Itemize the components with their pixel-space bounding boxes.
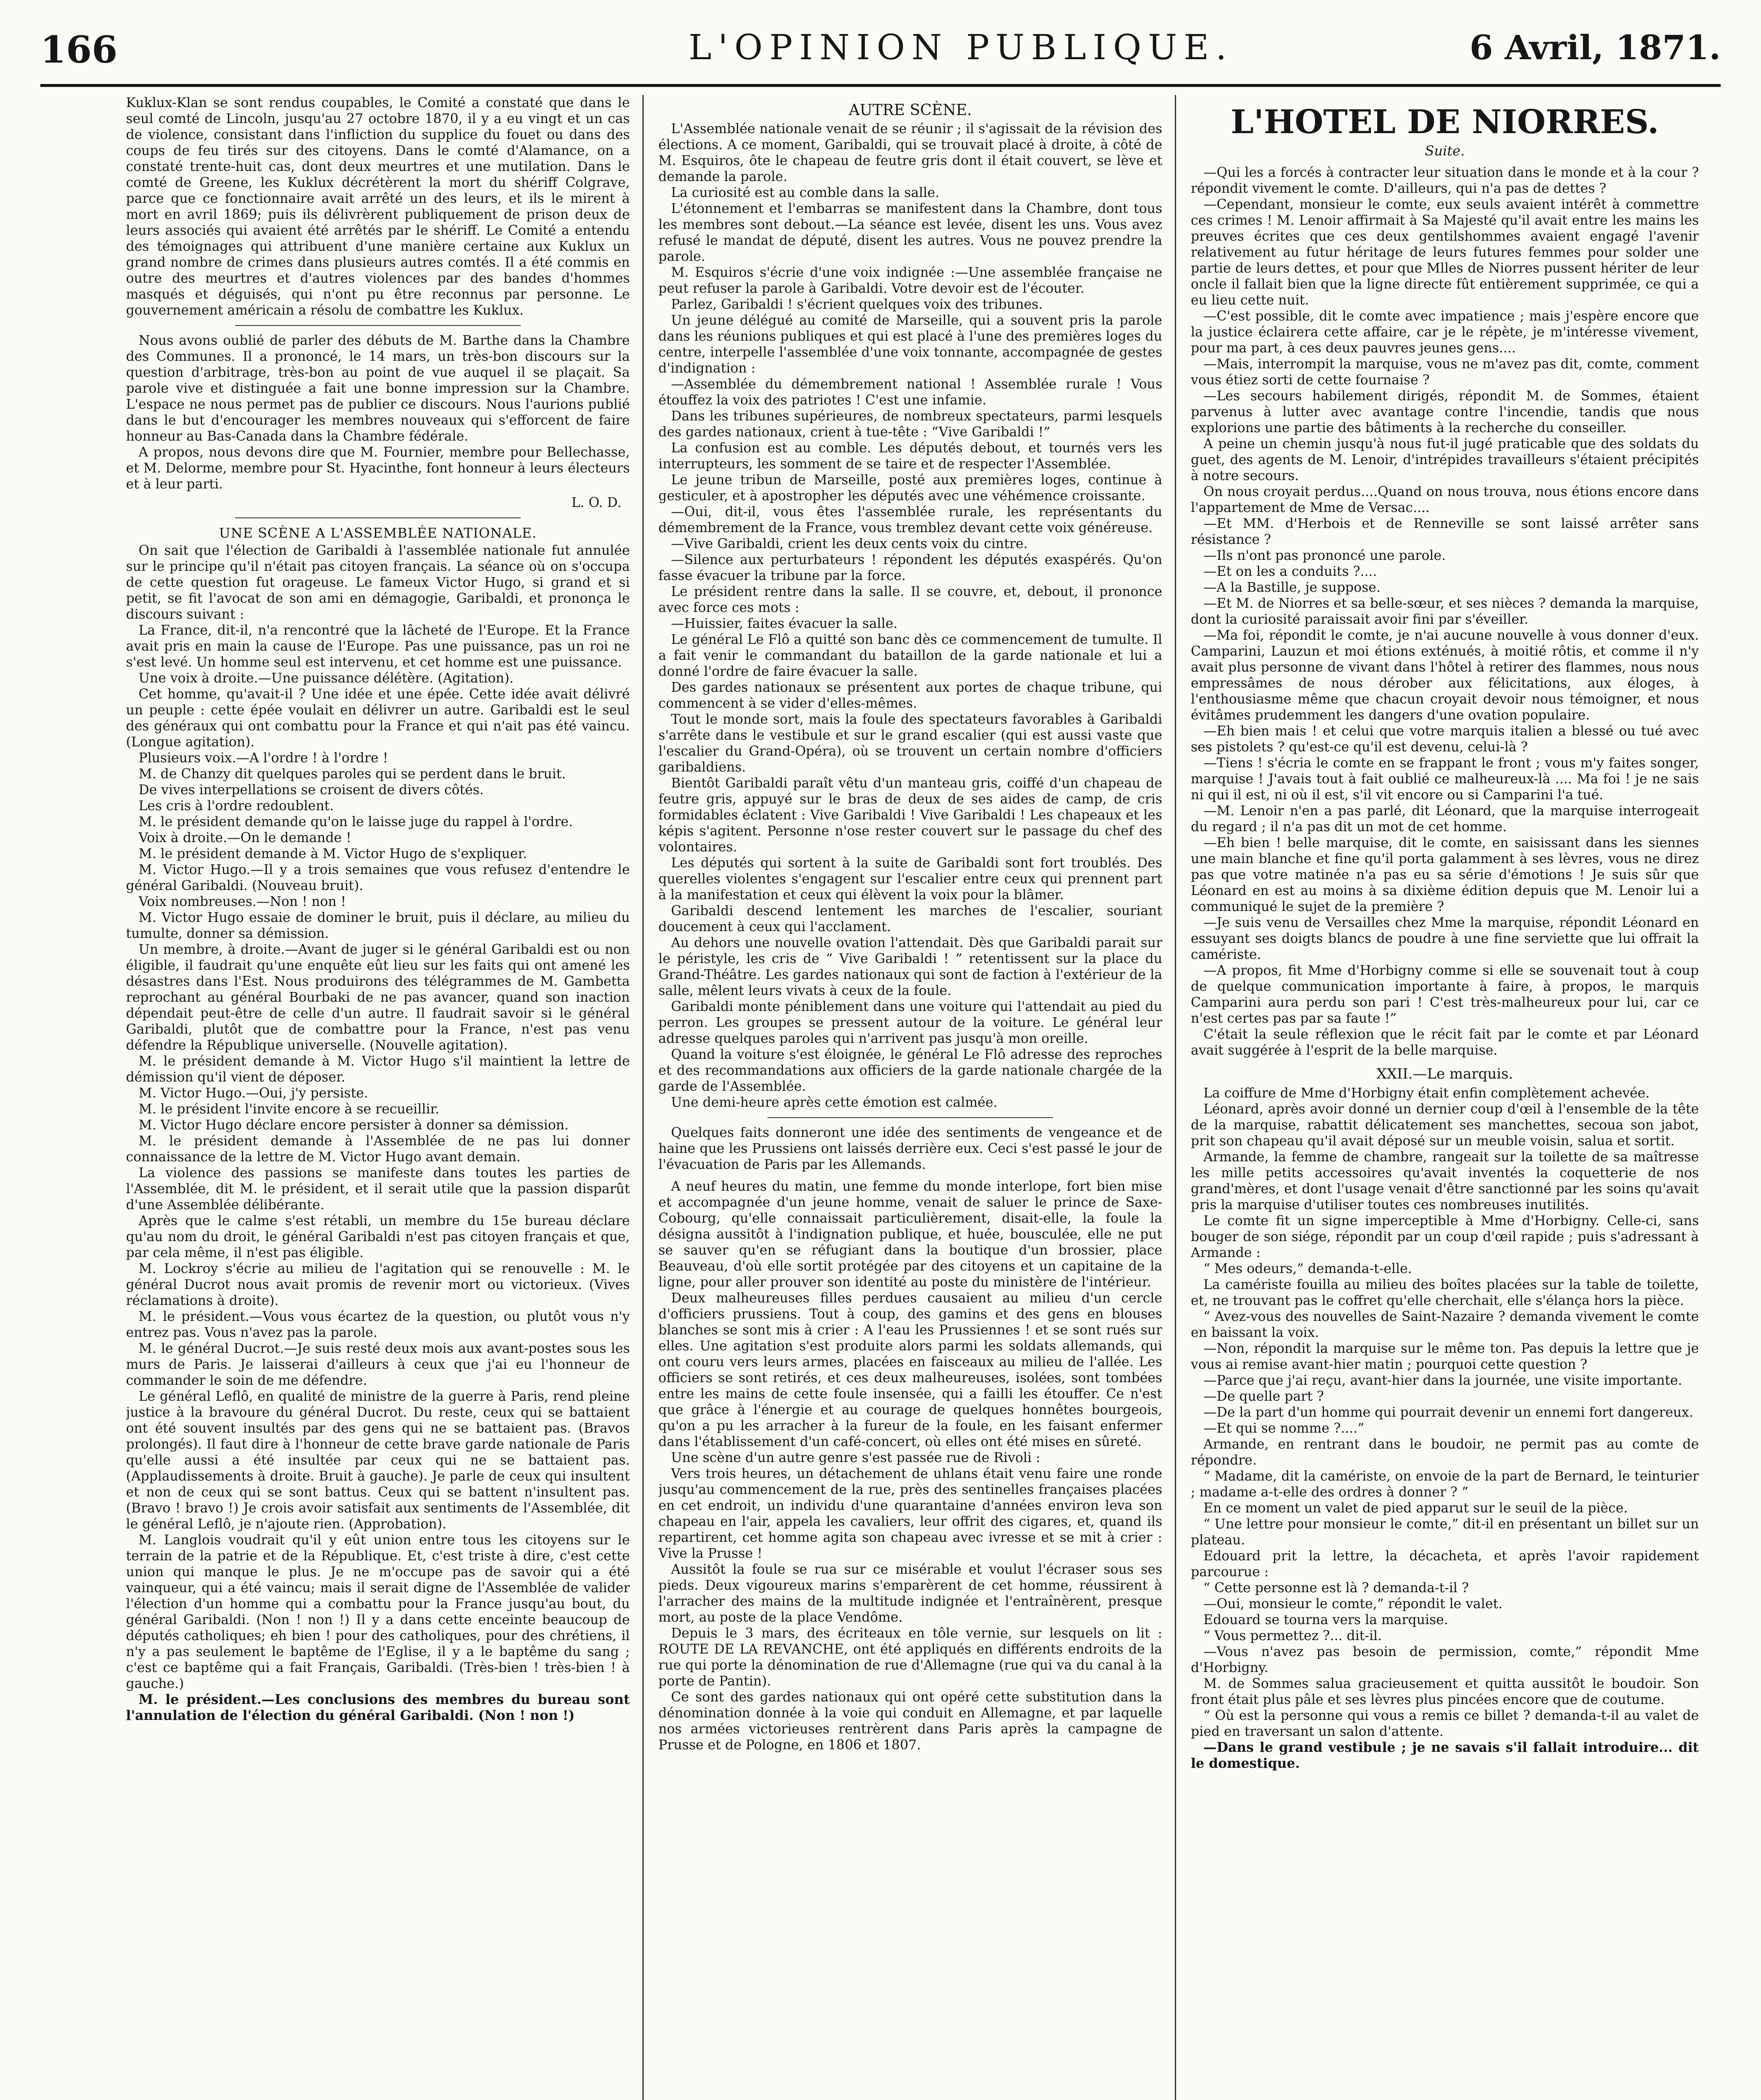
paragraph: —Parce que j'ai reçu, avant-hier dans la journée, une visite importante. [1203,1373,1682,1388]
paragraph: Vers trois heures, un détachement de uhlans était venu faire une ronde jusqu'au commencement de la rue, près des sentinelles françaises placées en cet endroit, un individu d'une quarantaine d'années environ leva son chapeau en l'air, appela les cavaliers, leur offrit des cigares, et, quand ils repartirent, cet homme agita son chapeau avec ivresse et se mit à crier : Vive la Prusse ! [658,1466,1162,1561]
separator [768,1117,1053,1118]
paragraph: Dans les tribunes supérieures, de nombreux spectateurs, parmi lesquels des gardes nationaux, crient à tue-tête : “Vive Garibaldi !” [658,409,1162,440]
chapter-heading: XXII.—Le marquis. [1376,1066,1513,1082]
paragraph: —Tiens ! s'écria le comte en se frappant le front ; vous m'y faites songer, marquise ! J'avais tout à fait oublié ce malheureux-là .... Ma foi ! je ne sais ni qui il est, ni où il est, s'il vit encore ou si Camparini l'a tué. [1191,756,1699,803]
paragraph: —M. Lenoir n'en a pas parlé, dit Léonard, que la marquise interrogeait du regard ; il n'a pas dit un mot de cet homme. [1191,803,1699,835]
paragraph: La France, dit-il, n'a rencontré que la lâcheté de l'Europe. Et la France avait pris en main la cause de l'Europe. Pas une puissance, pas un roi ne s'est levé. Un homme seul est intervenu, et cet homme est une puissance. [126,623,630,670]
paragraph: Armande, en rentrant dans le boudoir, ne permit pas au comte de répondre. [1191,1437,1699,1468]
paragraph: Aussitôt la foule se rua sur ce misérable et voulut l'écraser sous ses pieds. Deux vigoureux marins s'emparèrent de cet homme, réussirent à l'arracher des mains de la multitude indignée et l'entraînèrent, presque mort, au poste de la place Vendôme. [658,1562,1162,1625]
paragraph: On sait que l'élection de Garibaldi à l'assemblée nationale fut annulée sur le principe qu'il n'était pas citoyen français. La séance où on s'occupa de cette question fut orageuse. Le fameux Victor Hugo, si grand et si petit, se fit l'avocat de son ami en démagogie, Garibaldi, et prononça le discours suivant : [126,543,630,622]
paragraph: Depuis le 3 mars, des écriteaux en tôle vernie, sur lesquels on lit : ROUTE DE LA REVANCHE, ont été appliqués en différents endroits de la rue qui porte la dénomination de rue d'Allemagne (rue qui va du canal à la porte de Pantin). [658,1626,1162,1689]
paragraph: Le président rentre dans la salle. Il se couvre, et, debout, il prononce avec force ces mots : [658,584,1162,615]
paragraph: Armande, la femme de chambre, rangeait sur la toilette de sa maîtresse les mille petits accessoires qu'avait inventés la coquetterie de nos grand'mères, et dont l'usage venait d'être sanctionné par les soins qu'avait pris la marquise d'utiliser toutes ces nombreuses inutilités. [1191,1150,1699,1213]
paragraph: M. le général Ducrot.—Je suis resté deux mois aux avant-postes sous les murs de Paris. Je laisserai d'ailleurs à ceux que j'ai eu l'honneur de commander le soin de me défendre. [126,1341,630,1388]
column-3 [1191,95,1699,2100]
issue-date: 6 Avril, 1871. [1470,28,1721,67]
column-divider [1175,95,1176,2100]
paragraph: M. Victor Hugo.—Il y a trois semaines que vous refusez d'entendre le général Garibaldi. (Nouveau bruit). [126,862,630,893]
paragraph: —De la part d'un homme qui pourrait devenir un ennemi fort dangereux. [1203,1405,1693,1420]
paragraph: Voix à droite.—On le demande ! [139,830,351,845]
paragraph: La violence des passions se manifeste dans toutes les parties de l'Assemblée, dit M. le président, et il serait utile que la passion disparût d'une Assemblée délibérante. [126,1166,630,1213]
paragraph: Cet homme, qu'avait-il ? Une idée et une épée. Cette idée avait délivré un peuple : cette épée voulait en délivrer un autre. Garibaldi est le seul des généraux qui ont combattu pour la France et qui n'ait pas été vaincu. (Longue agitation). [126,687,630,750]
paragraph: Léonard, après avoir donné un dernier coup d'œil à l'ensemble de la tête de la marquise, rabattit délicatement ses manchettes, secoua son jabot, prit son chapeau qu'il avait déposé sur un meuble voisin, salua et sortit. [1191,1102,1699,1149]
paragraph: —Vous n'avez pas besoin de permission, comte,” répondit Mme d'Horbigny. [1191,1644,1699,1675]
paragraph: “ Mes odeurs,” demanda-t-elle. [1203,1261,1412,1276]
paragraph: —Ma foi, répondit le comte, je n'ai aucune nouvelle à vous donner d'eux. Camparini, Lauzun et moi étions exténués, à moitié rôtis, et comme il n'y avait plus personne de vivant dans l'hôtel à retirer des flammes, nous nous empressâmes de nous dérober aux félicitations, aux éloges, à l'enthousiasme même que chacun croyait devoir nous témoigner, et nous évitâmes prudemment les dangers d'une ovation populaire. [1191,628,1699,723]
feuilleton-subtitle: Suite. [1425,143,1465,159]
paragraph: —Silence aux perturbateurs ! répondent les députés exaspérés. Qu'on fasse évacuer la tribune par la force. [658,552,1162,583]
paragraph: Les cris à l'ordre redoublent. [139,798,334,814]
page-number: 166 [40,28,118,71]
paragraph: Bientôt Garibaldi paraît vêtu d'un manteau gris, coiffé d'un chapeau de feutre gris, appuyé sur le bras de deux de ses aides de camp, de cris formidables éclatent : Vive Garibaldi ! Vive Garibaldi ! Les chapeaux et les képis s'agitent. Personne n'ose rester couvert sur le passage du chef des volontaires. [658,776,1162,855]
paragraph: M. le président demande à l'Assemblée de ne pas lui donner connaissance de la lettre de M. Victor Hugo avant demain. [126,1134,630,1165]
paragraph: En ce moment un valet de pied apparut sur le seuil de la pièce. [1203,1501,1628,1516]
article-title: AUTRE SCÈNE. [849,102,972,119]
header-rule [40,84,1721,87]
paragraph: A neuf heures du matin, une femme du monde interlope, fort bien mise et accompagnée d'un jeune homme, venait de saluer le prince de Saxe-Cobourg, qu'elle connaissait particulièrement, disait-elle, la foule la désigna aussitôt à l'indignation publique, et huée, bousculée, elle ne put se sauver qu'en se réfugiant dans la boutique d'un brossier, place Beauveau, d'où elle sortit protégée par des citoyens et un capitaine de la ligne, pour aller prouver son identité au poste du ministère de l'intérieur. [658,1179,1162,1290]
paragraph: Kuklux-Klan se sont rendus coupables, le Comité a constaté que dans le seul comté de Lincoln, jusqu'au 27 octobre 1870, il y a eu vingt et un cas de violence, consistant dans l'infliction du supplice du fouet ou dans des coups de feu tirés sur des citoyens. Dans le comté d'Alamance, on a constaté trente-huit cas, dont deux meurtres et une mutilation. Dans le comté de Greene, les Kuklux décrétèrent la mort du shériff Colgrave, parce que ce fonctionnaire avait arrêté un des leurs, et ils le mirent à mort en avril 1869; puis ils délivrèrent publiquement de prison deux de leurs associés qui avaient été arrêtés par le shériff. Le Comité a entendu des témoignages qui attribuent d'une manière certaine aux Kuklux un grand nombre de crimes dans plusieurs autres comtés. Il a été commis en outre des meurtres et d'autres violences par des bandes d'hommes masqués et déguisés, qui n'ont pu être reconnus par personne. Le gouvernement américain a résolu de combattre les Kuklux. [126,95,630,318]
paragraph: —Et M. de Niorres et sa belle-sœur, et ses nièces ? demanda la marquise, dont la curiosité paraissait avoir fini par s'éveiller. [1191,596,1699,627]
paragraph: M. de Sommes salua gracieusement et quitta aussitôt le boudoir. Son front était plus pâle et ses lèvres plus pincées encore que de coutume. [1191,1676,1699,1707]
paragraph: Quand la voiture s'est éloignée, le général Le Flô adresse des reproches et des recommandations aux officiers de la garde nationale chargée de la garde de l'Assemblée. [658,1047,1162,1094]
paragraph: La camériste fouilla au milieu des boîtes placées sur la table de toilette, et, ne trouvant pas le coffret qu'elle cherchait, elle s'élança hors la pièce. [1191,1277,1699,1308]
paragraph: Une voix à droite.—Une puissance délétère. (Agitation). [139,671,514,686]
paragraph: Garibaldi monte péniblement dans une voiture qui l'attendait au pied du perron. Les groupes se pressent autour de la voiture. Le général leur adresse quelques paroles qui n'arrivent pas jusqu'à mon oreille. [658,999,1162,1046]
paragraph: Une scène d'un autre genre s'est passée rue de Rivoli : [671,1450,1040,1465]
paragraph: Les députés qui sortent à la suite de Garibaldi sont fort troublés. Des querelles violentes s'engagent sur l'escalier entre ceux qui prennent part à la manifestation et ceux qui élèvent la voix pour la blâmer. [658,856,1162,903]
separator [235,517,521,518]
separator [235,325,521,326]
paragraph: “ Où est la personne qui vous a remis ce billet ? demanda-t-il au valet de pied en traversant un salon d'attente. [1191,1708,1699,1739]
column-1 [126,95,630,2100]
paragraph: On nous croyait perdus....Quand on nous trouva, nous étions encore dans l'appartement de Mme de Versac.... [1191,484,1699,515]
paragraph: —Mais, interrompit la marquise, vous ne m'avez pas dit, comte, comment vous étiez sorti de cette fournaise ? [1191,357,1699,388]
paragraph: M. le président.—Les conclusions des membres du bureau sont l'annulation de l'élection du général Garibaldi. (Non ! non !) [126,1692,630,1723]
paragraph: Le général Le Flô a quitté son banc dès ce commencement de tumulte. Il a fait venir le commandant du bataillon de la garde nationale et lui a donné l'ordre de faire évacuer la salle. [658,632,1162,679]
paragraph: Un jeune délégué au comité de Marseille, qui a souvent pris la parole dans les réunions publiques et qui est placé à l'une des premières loges du centre, interpelle l'assemblée d'une voix tonnante, accompagnée de gestes d'indignation : [658,313,1162,376]
paragraph: —Les secours habilement dirigés, répondit M. de Sommes, étaient parvenus à lutter avec avantage contre l'incendie, tandis que nous explorions une partie des bâtiments à la recherche du conseiller. [1191,388,1699,436]
column-2 [658,95,1162,2100]
paragraph: Quelques faits donneront une idée des sentiments de vengeance et de haine que les Prussiens ont laissés derrière eux. Ceci s'est passé le jour de l'évacuation de Paris par les Allemands. [658,1125,1162,1172]
paragraph: Après que le calme s'est rétabli, un membre du 15e bureau déclare qu'au nom du droit, le général Garibaldi n'est pas citoyen français et que, par cela même, il n'est pas éligible. [126,1213,630,1260]
paragraph: Plusieurs voix.—A l'ordre ! à l'ordre ! [139,751,388,766]
paragraph: Nous avons oublié de parler des débuts de M. Barthe dans la Chambre des Communes. Il a prononcé, le 14 mars, un très-bon discours sur la question d'arbitrage, très-bon au point de vue auquel il se plaçait. Sa parole vive et distinguée a fait une bonne impression sur la Chambre. L'espace ne nous permet pas de publier ce discours. Nous l'aurions publié dans le but d'encourager les membres nouveaux qui s'efforcent de faire honneur au Bas-Canada dans la Chambre fédérale. [126,333,630,444]
paragraph: —A la Bastille, je suppose. [1203,580,1381,595]
paragraph: —Assemblée du démembrement national ! Assemblée rurale ! Vous étouffez la voix des patriotes ! C'est une infamie. [658,377,1162,408]
article-title: UNE SCÈNE A L'ASSEMBLÉE NATIONALE. [219,525,537,541]
feuilleton-title: L'HOTEL DE NIORRES. [1231,103,1659,141]
paragraph: —A propos, fit Mme d'Horbigny comme si elle se souvenait tout à coup de quelque communication importante à faire, à propos, le marquis Camparini aura perdu son pari ! C'est très-malheureux pour lui, car ce n'est certes pas par sa faute !” [1191,963,1699,1026]
paragraph: M. Lockroy s'écrie au milieu de l'agitation qui se renouvelle : M. le général Ducrot nous avait promis de revenir mort ou victorieux. (Vives réclamations à droite). [126,1261,630,1308]
paragraph: La confusion est au comble. Les députés debout, et tournés vers les interrupteurs, les somment de se taire et de respecter l'Assemblée. [658,441,1162,472]
paragraph: —C'est possible, dit le comte avec impatience ; mais j'espère encore que la justice éclairera cette affaire, car je le répète, je m'intéresse vivement, pour ma part, à ces deux pauvres jeunes gens.... [1191,309,1699,356]
paragraph: M. de Chanzy dit quelques paroles qui se perdent dans le bruit. [139,766,566,782]
paragraph: Edouard prit la lettre, la décacheta, et après l'avoir rapidement parcourue : [1191,1549,1699,1580]
paragraph: Voix nombreuses.—Non ! non ! [139,894,346,909]
paragraph: M. le président l'invite encore à se recueillir. [139,1102,440,1117]
paragraph: M. Esquiros s'écrie d'une voix indignée :—Une assemblée française ne peut refuser la parole à Garibaldi. Votre devoir est de l'écouter. [658,265,1162,296]
paragraph: Le comte fit un signe imperceptible à Mme d'Horbigny. Celle-ci, sans bouger de son siége, répondit par un coup d'œil rapide ; puis s'adressant à Armande : [1191,1213,1699,1260]
paragraph: —Dans le grand vestibule ; je ne savais s'il fallait introduire... dit le domestique. [1191,1740,1699,1771]
paragraph: —Je suis venu de Versailles chez Mme la marquise, répondit Léonard en essuyant ses doigts blancs de poudre à une fine serviette que lui offrait la camériste. [1191,915,1699,962]
paragraph: Une demi-heure après cette émotion est calmée. [671,1095,998,1110]
paragraph: —Ils n'ont pas prononcé une parole. [1203,548,1446,563]
paragraph: —Qui les a forcés à contracter leur situation dans le monde et à la cour ? répondit vivement le comte. D'ailleurs, qui n'a pas de dettes ? [1191,165,1699,196]
paragraph: A peine un chemin jusqu'à nous fut-il jugé praticable que des soldats du guet, des agents de M. Lenoir, d'intrépides travailleurs s'étaient précipités à notre secours. [1191,436,1699,483]
paragraph: La coiffure de Mme d'Horbigny était enfin complètement achevée. [1203,1086,1650,1101]
paragraph: Tout le monde sort, mais la foule des spectateurs favorables à Garibaldi s'arrête dans le vestibule et sur le grand escalier (qui est aussi vaste que l'escalier du Grand-Opéra), où se trouvent un certain nombre d'officiers garibaldiens. [658,712,1162,775]
paragraph: —Vive Garibaldi, crient les deux cents voix du cintre. [671,536,1028,551]
paragraph: Deux malheureuses filles perdues causaient au milieu d'un cercle d'officiers prussiens. Tout à coup, des gamins et des gens en blouses blanches se sont mis à crier : A l'eau les Prussiennes ! et se sont rués sur elles. Une agitation s'est produite alors parmi les soldats allemands, qui ont couru vers leurs armes, placées en faisceaux au milieu de l'allée. Les officiers se sont retirés, et ces deux malheureuses, isolées, sont tombées entre les mains de cette foule insensée, qui a failli les étouffer. Ce n'est que grâce à l'énergie et au courage de quelques honnêtes bourgeois, qu'on a pu les arracher à la fureur de la foule, en les faisant enfermer dans l'établissement d'un café-concert, où elles ont été mises en sûreté. [658,1291,1162,1449]
paragraph: Au dehors une nouvelle ovation l'attendait. Dès que Garibaldi parait sur le péristyle, les cris de “ Vive Garibaldi ! ” retentissent sur la place du Grand-Théâtre. Les gardes nationaux qui sont de faction à l'extérieur de la salle, mêlent leurs vivats à ceux de la foule. [658,935,1162,998]
paragraph: La curiosité est au comble dans la salle. [671,185,940,200]
page-header [0,0,1761,97]
paragraph: De vives interpellations se croisent de divers côtés. [139,782,484,798]
paragraph: Le jeune tribun de Marseille, posté aux premières loges, continue à gesticuler, et à apostropher les députés avec une véhémence croissante. [658,472,1162,504]
paragraph: M. Victor Hugo essaie de dominer le bruit, puis il déclare, au milieu du tumulte, donner sa démission. [126,910,630,941]
paragraph: “ Madame, dit la camériste, on envoie de la part de Bernard, le teinturier ; madame a-t-elle des ordres à donner ? ” [1191,1469,1699,1500]
paragraph: M. le président demande qu'on le laisse juge du rappel à l'ordre. [139,814,573,830]
paragraph: M. Victor Hugo déclare encore persister à donner sa démission. [139,1118,569,1133]
paragraph: Parlez, Garibaldi ! s'écrient quelques voix des tribunes. [671,297,1043,312]
paragraph: “ Vous permettez ?... dit-il. [1203,1628,1382,1643]
paragraph: —Oui, dit-il, vous êtes l'assemblée rurale, les représentants du démembrement de la France, vous tremblez devant cette voix généreuse. [658,504,1162,536]
paragraph: Garibaldi descend lentement les marches de l'escalier, souriant doucement à ceux qui l'acclament. [658,903,1162,934]
signature: L. O. D. [571,495,621,510]
paragraph: —Huissier, faites évacuer la salle. [671,616,898,631]
paragraph: M. Langlois voudrait qu'il y eût union entre tous les citoyens sur le terrain de la patrie et de la République. Et, c'est triste à dire, c'est cette union qui manque le plus. Je ne m'occupe pas de savoir qui a été vainqueur, qui a été vaincu; mais il serait digne de l'Assemblée de valider l'élection d'un homme qui a combattu pour la France jusqu'au bout, du général Garibaldi. (Non ! non !) Il y a dans cette enceinte beaucoup de députés catholiques; eh bien ! pour des catholiques, pour des chrétiens, il n'y a pas seulement le baptême de l'Eglise, il y a le baptême du sang ; c'est ce baptême qui a fait Français, Garibaldi. (Très-bien ! très-bien ! à gauche.) [126,1533,630,1691]
paragraph: Le général Leflô, en qualité de ministre de la guerre à Paris, rend pleine justice à la bravoure du général Ducrot. Du reste, ceux qui se battaient ont été souvent insultés par des gens qui ne se battaient pas. (Bravos prolongés). Il faut dire à l'honneur de cette brave garde nationale de Paris qu'elle aussi a été insultée par ceux qui ne se battaient pas. (Applaudissements à droite. Bruit à gauche). Je parle de ceux qui insultent et non de ceux qui se sont battus. Ceux qui se battent n'insultent pas. (Bravo ! bravo !) Je crois avoir satisfait aux sentiments de l'Assemblée, dit le général Leflô, je n'ajoute rien. (Approbation). [126,1389,630,1532]
paragraph: Des gardes nationaux se présentent aux portes de chaque tribune, qui commencent à se vider d'elles-mêmes. [658,680,1162,711]
paragraph: —Et MM. d'Herbois et de Renneville se sont laissé arrêter sans résistance ? [1191,516,1699,547]
paragraph: M. le président demande à M. Victor Hugo de s'expliquer. [139,846,527,861]
paragraph: “ Cette personne est là ? demanda-t-il ? [1203,1580,1469,1596]
masthead: L'OPINION PUBLIQUE. [689,28,1234,68]
paragraph: —Eh bien ! belle marquise, dit le comte, en saisissant dans les siennes une main blanche et fine qu'il porta galamment à ses lèvres, vous ne direz pas que votre matinée n'a pas eu sa série d'émotions ! Je suis sûr que Léonard en est au moins à sa dixième édition depuis que M. Lenoir lui a communiqué le sujet de la première ? [1191,835,1699,914]
paragraph: C'était la seule réflexion que le récit fait par le comte et par Léonard avait suggérée à l'esprit de la belle marquise. [1191,1027,1699,1058]
paragraph: Edouard se tourna vers la marquise. [1203,1612,1448,1628]
paragraph: “ Une lettre pour monsieur le comte,” dit-il en présentant un billet sur un plateau. [1191,1517,1699,1548]
paragraph: A propos, nous devons dire que M. Fournier, membre pour Bellechasse, et M. Delorme, membre pour St. Hyacinthe, font honneur à leurs électeurs et à leur parti. [126,445,630,492]
paragraph: L'Assemblée nationale venait de se réunir ; il s'agissait de la révision des élections. A ce moment, Garibaldi, qui se trouvait placé à droite, à côté de M. Esquiros, ôte le chapeau de feutre gris dont il était couvert, se lève et demande la parole. [658,121,1162,184]
column-divider [642,95,644,2100]
paragraph: —De quelle part ? [1203,1389,1324,1404]
paragraph: —Oui, monsieur le comte,” répondit le valet. [1203,1596,1503,1612]
paragraph: —Non, répondit la marquise sur le même ton. Pas depuis la lettre que je vous ai remise avant-hier matin ; pourquoi cette question ? [1191,1341,1699,1372]
paragraph: L'étonnement et l'embarras se manifestent dans la Chambre, dont tous les membres sont debout.—La séance est levée, disent les uns. Vous avez refusé le mandat de député, disent les autres. Vous ne pouvez prendre la parole. [658,201,1162,264]
paragraph: —Et qui se nomme ?....” [1203,1421,1365,1436]
paragraph: M. le président.—Vous vous écartez de la question, ou plutôt vous n'y entrez pas. Vous n'avez pas la parole. [126,1309,630,1340]
paragraph: —Eh bien mais ! et celui que votre marquis italien a blessé ou tué avec ses pistolets ? qu'est-ce qu'il est devenu, celui-là ? [1191,724,1699,755]
paragraph: M. Victor Hugo.—Oui, j'y persiste. [139,1086,368,1101]
paragraph: Ce sont des gardes nationaux qui ont opéré cette substitution dans la dénomination donnée à la voie qui conduit en Allemagne, et par laquelle nos armées victorieuses rentrèrent dans Paris après la campagne de Prusse et de Pologne, en 1806 et 1807. [658,1690,1162,1753]
paragraph: M. le président demande à M. Victor Hugo s'il maintient la lettre de démission qu'il vient de déposer. [126,1054,630,1085]
paragraph: —Cependant, monsieur le comte, eux seuls avaient intérêt à commettre ces crimes ! M. Lenoir affirmait à Sa Majesté qu'il avait entre les mains les preuves écrites que ces deux gentilshommes avaient engagé l'avenir relativement au futur héritage de leurs futures femmes pour solder une partie de leurs dettes, et pour que Mlles de Niorres pussent hériter de leur oncle il fallait bien que la ligne directe fût entièrement supprimée, ce qui a eu lieu cette nuit. [1191,197,1699,308]
paragraph: —Et on les a conduits ?.... [1203,564,1377,579]
paragraph: “ Avez-vous des nouvelles de Saint-Nazaire ? demanda vivement le comte en baissant la voix. [1191,1309,1699,1340]
paragraph: Un membre, à droite.—Avant de juger si le général Garibaldi est ou non éligible, il faudrait qu'une enquête eût lieu sur les faits qui ont amené les désastres dans l'Est. Nous produirons des télégrammes de M. Gambetta reprochant au général Bourbaki de ne pas avancer, quand son inaction dépendait peut-être de celle d'un autre. Il faudrait savoir si le général Garibaldi, plutôt que de combattre pour la France, n'est pas venu défendre la République universelle. (Nouvelle agitation). [126,942,630,1053]
